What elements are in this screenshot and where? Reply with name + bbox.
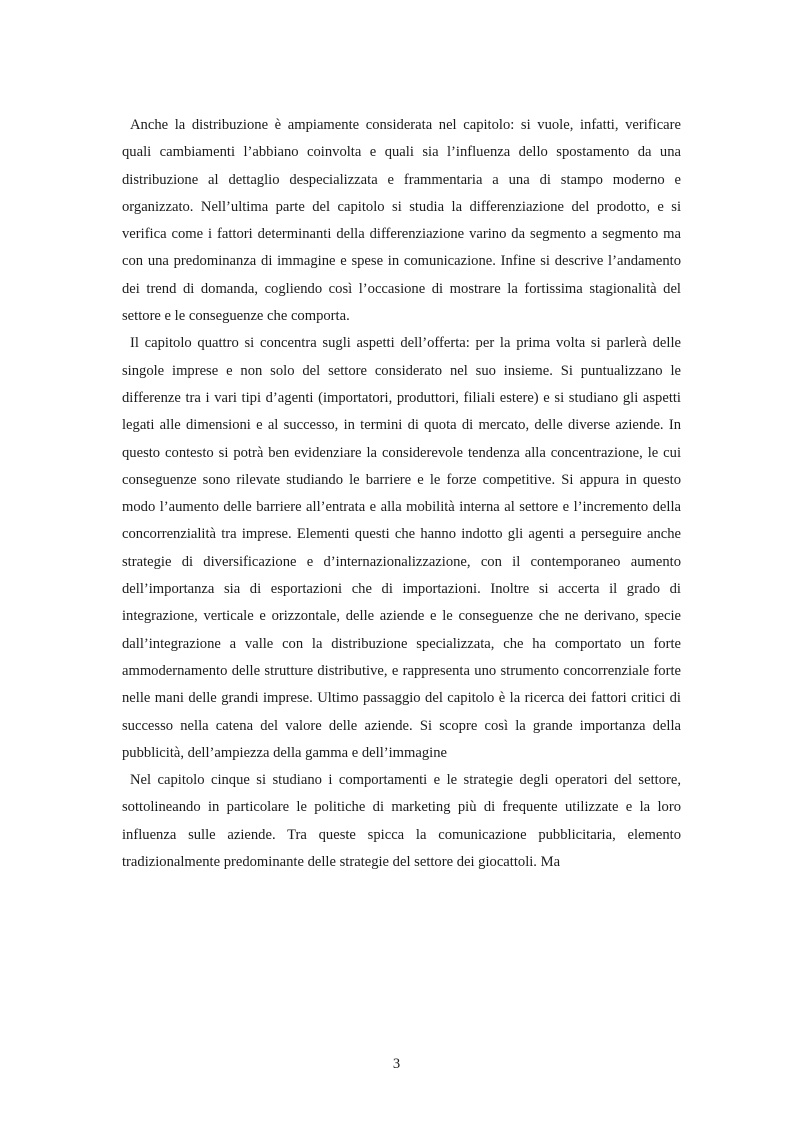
paragraph-capitolo-quattro: Il capitolo quattro si concentra sugli aspetti dell’offerta: per la prima volta si parlerà delle singole imprese e non solo del settore considerato nel suo insieme. Si puntualizzano le differenze tra i vari tipi d’agenti (importatori, produttori, filiali estere) e si studiano gli aspetti legati alle dimensioni e al successo, in termini di quota di mercato, delle diverse aziende. In questo contesto si potrà ben evidenziare la considerevole tendenza alla concentrazione, le cui conseguenze sono rilevate studiando le barriere e le forze competitive. Si appura in questo modo l’aumento delle barriere all’entrata e alla mobilità interna al settore e l’incremento della concorrenzialità tra imprese. Elementi questi che hanno indotto gli agenti a perseguire anche strategie di diversificazione e d’internazionalizzazione, con il contemporaneo aumento dell’importanza sia di esportazioni che di importazioni. Inoltre si accerta il grado di integrazione, verticale e orizzontale, delle aziende e le conseguenze che ne derivano, specie dall’integrazione a valle con la distribuzione specializzata, che ha comportato un forte ammodernamento delle strutture distributive, e rappresenta uno strumento concorrenziale forte nelle mani delle grandi imprese. Ultimo passaggio del capitolo è la ricerca dei fattori critici di successo nella catena del valore delle aziende. Si scopre così la grande importanza della pubblicità, dell’ampiezza della gamma e dell’immagine bbox=[122, 335, 681, 761]
page-number: 3 bbox=[392, 1056, 401, 1072]
paragraph-distribuzione: Anche la distribuzione è ampiamente considerata nel capitolo: si vuole, infatti, verificare quali cambiamenti l’abbiano coinvolta e quali sia l’influenza dello spostamento da una distribuzione al dettaglio despecializzata e frammentaria a una di stampo moderno e organizzato. Nell’ultima parte del capitolo si studia la differenziazione del prodotto, e si verifica come i fattori determinanti della differenziazione varino da segmento a segmento ma con una predominanza di immagine e spese in comunicazione. Infine si descrive l’andamento dei trend di domanda, cogliendo così l’occasione di mostrare la fortissima stagionalità del settore e le conseguenze che comporta. bbox=[122, 117, 681, 325]
paragraph-capitolo-cinque: Nel capitolo cinque si studiano i comportamenti e le strategie degli operatori del settore, sottolineando in particolare le politiche di marketing più di frequente utilizzate e la loro influenza sulle aziende. Tra queste spicca la comunicazione pubblicitaria, elemento tradizionalmente predominante delle strategie del settore dei giocattoli. Ma bbox=[122, 772, 681, 871]
body-text bbox=[122, 112, 681, 876]
